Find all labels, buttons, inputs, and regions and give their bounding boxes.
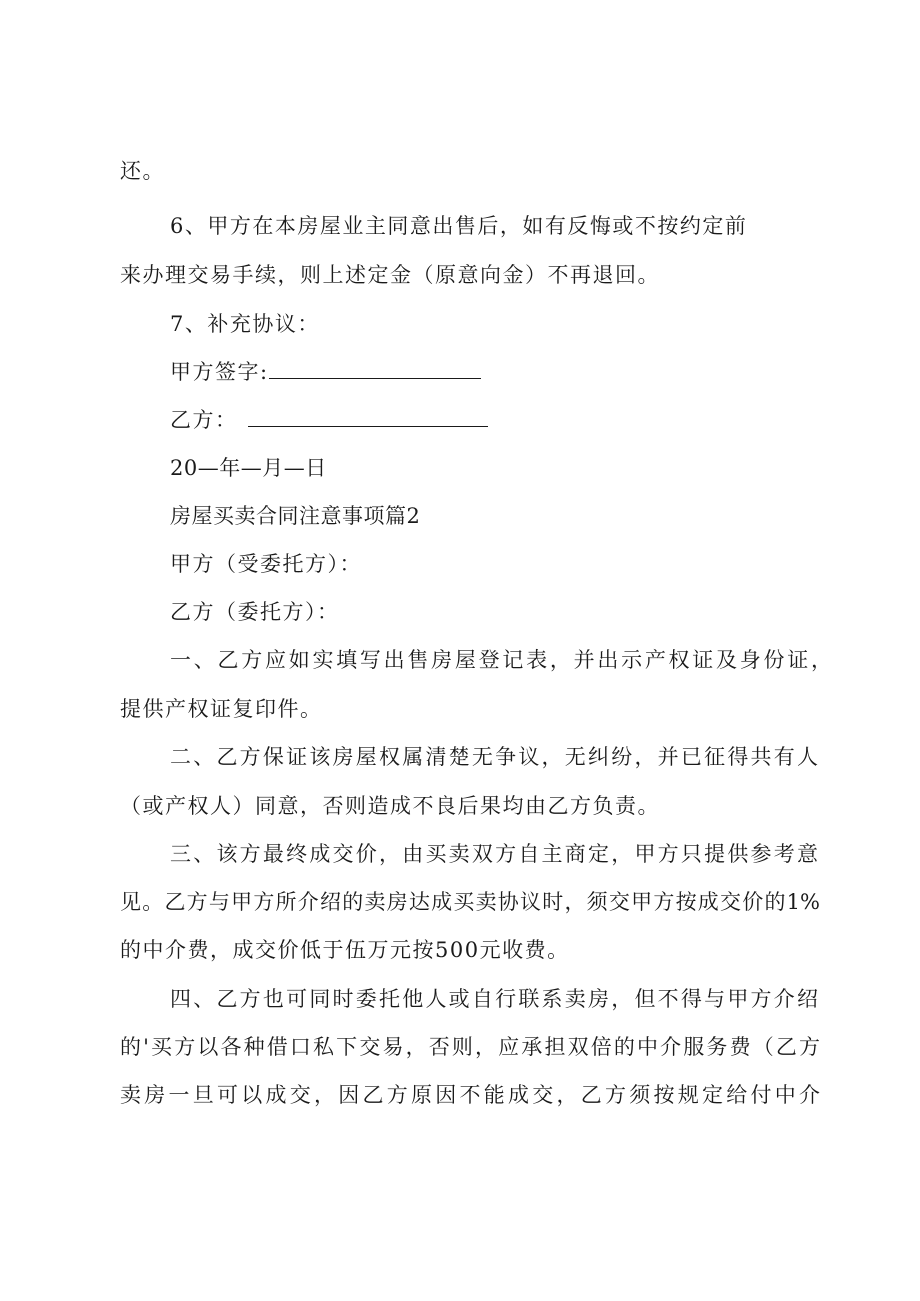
paragraph-line: 乙方（委托方）： (170, 600, 340, 624)
paragraph-line: （或产权人）同意，否则造成不良后果均由乙方负责。 (120, 794, 660, 818)
paragraph-line: 三、该方最终成交价，由买卖双方自主商定，甲方只提供参考意 (170, 842, 818, 866)
paragraph-line: 提供产权证复印件。 (120, 697, 323, 721)
paragraph-line: 来办理交易手续，则上述定金（原意向金）不再退回。 (120, 263, 660, 287)
paragraph-line: 6、甲方在本房屋业主同意出售后，如有反悔或不按约定前 (170, 214, 748, 238)
paragraph-line: 甲方（受委托方）： (170, 552, 362, 576)
party-a-signature-line (170, 357, 481, 387)
signature-blank (248, 406, 488, 427)
paragraph-line: 四、乙方也可同时委托他人或自行联系卖房，但不得与甲方介绍 (170, 987, 818, 1011)
paragraph-line: 还。 (120, 159, 165, 183)
paragraph-line: 见。乙方与甲方所介绍的卖房达成买卖协议时，须交甲方按成交价的1% (120, 890, 820, 914)
party-a-signature-label: 甲方签字: (170, 360, 269, 384)
paragraph-line: 一、乙方应如实填写出售房屋登记表，并出示产权证及身份证， (170, 648, 832, 672)
paragraph-line: 的中介费，成交价低于伍万元按500元收费。 (120, 938, 570, 962)
paragraph-line: 卖房一旦可以成交，因乙方原因不能成交，乙方须按规定给付中介 (120, 1083, 820, 1107)
date-line: 20—年—月—日 (170, 456, 327, 480)
paragraph-line: 的'买方以各种借口私下交易，否则，应承担双倍的中介服务费（乙方 (120, 1035, 820, 1059)
signature-blank (269, 358, 481, 379)
party-b-signature-line (170, 405, 488, 435)
section-heading: 房屋买卖合同注意事项篇2 (170, 504, 421, 528)
paragraph-line: 7、补充协议： (170, 312, 320, 336)
paragraph-line: 二、乙方保证该房屋权属清楚无争议，无纠纷，并已征得共有人 (170, 745, 818, 769)
party-b-signature-label: 乙方： (170, 408, 238, 432)
